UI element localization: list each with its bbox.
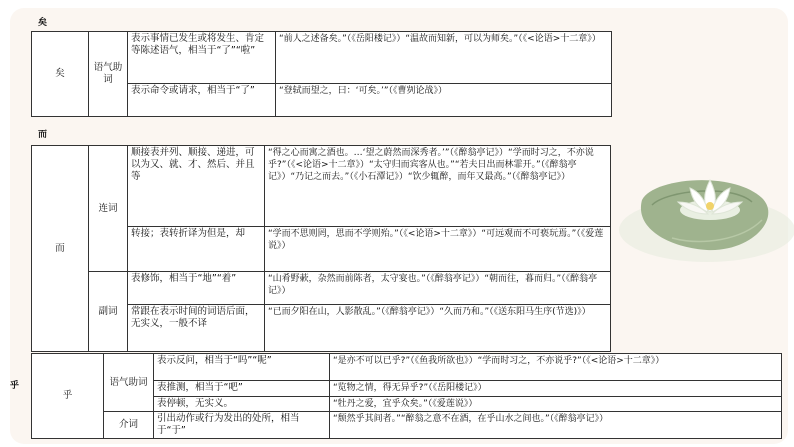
table-er (31, 145, 611, 352)
char-cell: 矣 (32, 32, 89, 117)
example-cell: “是亦不可以已乎?”（《鱼我所欲也》）“学而时习之，不亦说乎?”（《<论语>十二章》） (330, 354, 782, 381)
section-heading-er: 而 (38, 130, 48, 140)
usage-cell: 表修饰，相当于“地”“着” (128, 272, 265, 305)
category-cell: 副词 (89, 272, 128, 352)
category-cell: 语气助词 (89, 32, 128, 117)
section-heading-hu: 乎 (10, 381, 20, 391)
usage-cell: 顺接表并列、顺接、递进，可以为又、就、才、然后、并且等 (128, 146, 265, 227)
usage-cell: 引出动作或行为发出的处所，相当于“于” (154, 412, 330, 439)
char-cell: 而 (32, 146, 89, 352)
usage-cell: 转接；表转折译为但是，却 (128, 227, 265, 272)
category-cell: 介词 (104, 412, 154, 439)
category-cell: 语气助词 (104, 354, 154, 412)
usage-cell: 表示事情已发生或将发生、肯定等陈述语气，相当于“了”“啦” (128, 32, 276, 84)
example-cell: “前人之述备矣。”（《岳阳楼记》）“温故而知新，可以为师矣。”（《<论语>十二章》） (276, 32, 612, 84)
char-cell: 乎 (32, 354, 104, 439)
lotus-flower-icon (612, 160, 794, 270)
table-hu (31, 353, 782, 439)
example-cell: “学而不思则罔，思而不学则殆。”（《<论语>十二章》）“可远观而不可亵玩焉。”（《爱莲说》） (265, 227, 611, 272)
table-yi (31, 31, 612, 117)
usage-cell: 表停顿，无实义。 (154, 397, 330, 412)
example-cell: “颓然乎其间者。”“醉翁之意不在酒，在乎山水之间也。”（《醉翁亭记》） (330, 412, 782, 439)
example-cell: “山肴野蔌，杂然而前陈者，太守宴也。”（《醉翁亭记》）“朝而往，暮而归。”（《醉翁亭记》） (265, 272, 611, 305)
example-cell: “登轼而望之，曰：‘可矣。’”（《曹刿论战》） (276, 84, 612, 117)
example-cell: “牡丹之爱，宜乎众矣。”（《爱莲说》） (330, 397, 782, 412)
category-cell: 连词 (89, 146, 128, 272)
usage-cell: 表示反问，相当于“吗”“呢” (154, 354, 330, 381)
usage-cell: 表推测，相当于“吧” (154, 381, 330, 397)
usage-cell: 表示命令或请求，相当于“了” (128, 84, 276, 117)
example-cell: “已而夕阳在山，人影散乱。”（《醉翁亭记》）“久而乃和。”（《送东阳马生序(节选)》） (265, 305, 611, 352)
section-heading-yi: 矣 (38, 18, 48, 28)
example-cell: “得之心而寓之酒也。…‘望之蔚然而深秀者。’”（《醉翁亭记》）“学而时习之，不亦说乎?”（《<论语>十二章》）“太守归而宾客从也。”“若夫日出而林霏开。”（《醉翁亭记》）“乃记之而去。”（《小石潭记》）“饮少辄醉，而年又最高。”（《醉翁亭记》） (265, 146, 611, 227)
example-cell: “览物之情，得无异乎?”（《岳阳楼记》） (330, 381, 782, 397)
usage-cell: 常跟在表示时间的词语后面，无实义，一般不译 (128, 305, 265, 352)
